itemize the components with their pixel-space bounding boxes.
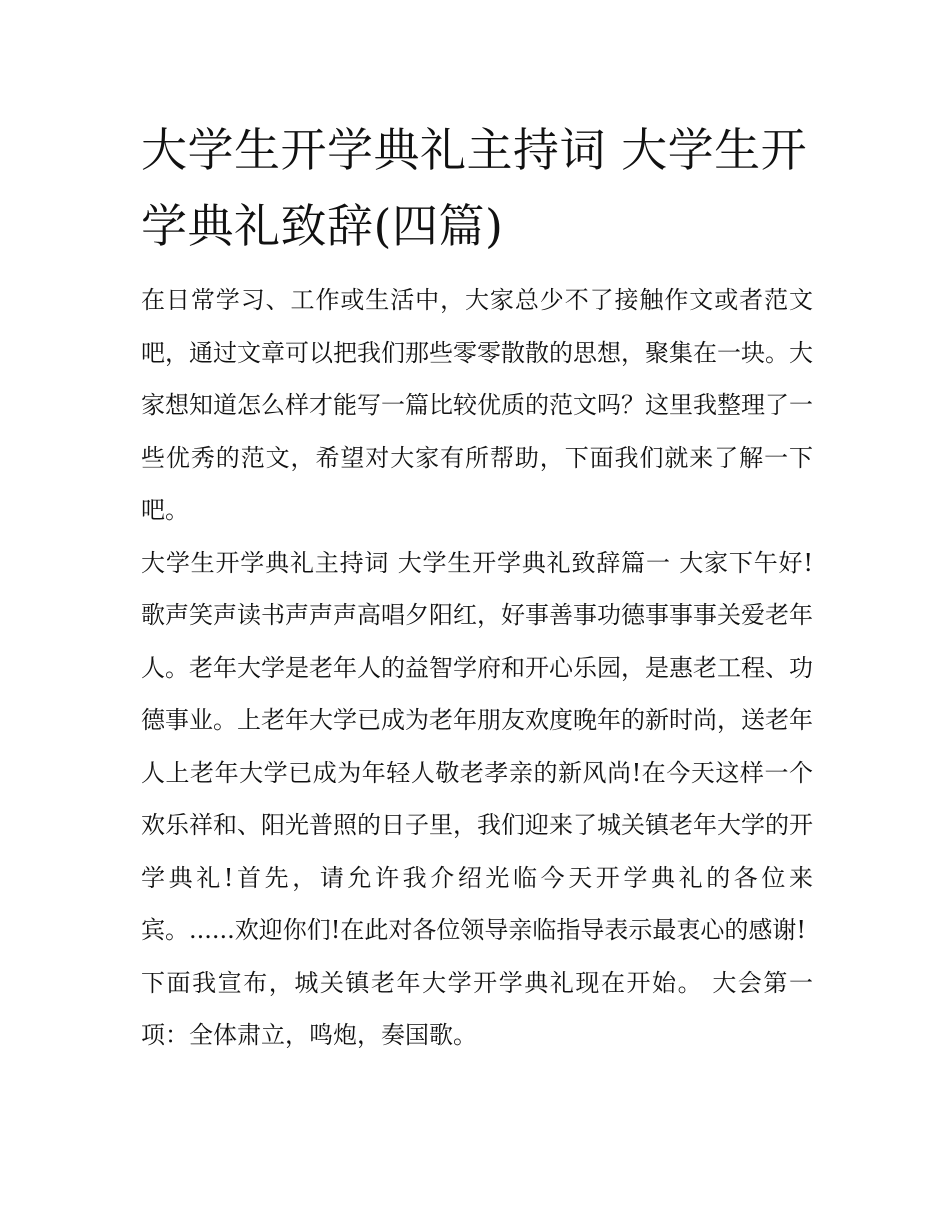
- document-title: 大学生开学典礼主持词 大学生开学典礼致辞(四篇): [141, 123, 808, 253]
- agenda-paragraph: 下面我宣布，城关镇老年大学开学典礼现在开始。 大会第一项：全体肃立，鸣炮，奏国歌。: [141, 968, 813, 1049]
- intro-paragraph: 在日常学习、工作或生活中，大家总少不了接触作文或者范文吧，通过文章可以把我们那些零零散散的思想，聚集在一块。大家想知道怎么样才能写一篇比较优质的范文吗？这里我整理了一些优秀的范文，希望对大家有所帮助，下面我们就来了解一下吧。: [141, 286, 813, 524]
- document-page: [141, 112, 813, 1062]
- document-body: [141, 274, 813, 1062]
- speech-paragraph: 大学生开学典礼主持词 大学生开学典礼致辞篇一 大家下午好!歌声笑声读书声声声高唱夕阳红，好事善事功德事事事关爱老年人。老年大学是老年人的益智学府和开心乐园，是惠老工程、功德事业。上老年大学已成为老年朋友欢度晚年的新时尚，送老年人上老年大学已成为年轻人敬老孝亲的新风尚!在今天这样一个欢乐祥和、阳光普照的日子里，我们迎来了城关镇老年大学的开学典礼!首先，请允许我介绍光临今天开学典礼的各位来宾。......欢迎你们!在此对各位领导亲临指导表示最衷心的感谢!: [141, 548, 813, 944]
